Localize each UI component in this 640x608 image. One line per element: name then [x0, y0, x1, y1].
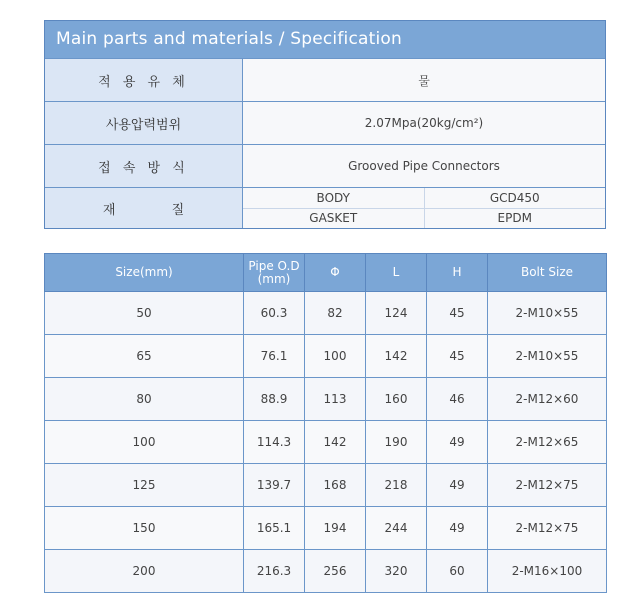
cell-l: 218 — [366, 464, 427, 507]
cell-phi: 194 — [305, 507, 366, 550]
spec-label-connection: 접 속 방 식 — [45, 145, 243, 187]
spec-row-fluid — [45, 58, 605, 101]
size-table-body — [45, 292, 607, 593]
spec-value-fluid: 물 — [243, 59, 605, 101]
cell-pipe-od: 139.7 — [244, 464, 305, 507]
col-header-size: Size(mm) — [45, 254, 244, 292]
material-row-body — [243, 188, 605, 208]
cell-phi: 100 — [305, 335, 366, 378]
spec-value-connection: Grooved Pipe Connectors — [243, 145, 605, 187]
col-header-h: H — [427, 254, 488, 292]
cell-l: 244 — [366, 507, 427, 550]
cell-h: 49 — [427, 421, 488, 464]
cell-pipe-od: 88.9 — [244, 378, 305, 421]
cell-bolt-size: 2-M12×60 — [488, 378, 607, 421]
cell-size: 150 — [45, 507, 244, 550]
cell-l: 160 — [366, 378, 427, 421]
specification-table — [44, 20, 606, 229]
spec-label-pressure: 사용압력범위 — [45, 102, 243, 144]
cell-size: 125 — [45, 464, 244, 507]
table-row — [45, 507, 607, 550]
cell-pipe-od: 76.1 — [244, 335, 305, 378]
cell-bolt-size: 2-M10×55 — [488, 292, 607, 335]
cell-phi: 142 — [305, 421, 366, 464]
cell-size: 100 — [45, 421, 244, 464]
cell-h: 60 — [427, 550, 488, 593]
table-row — [45, 550, 607, 593]
material-value: EPDM — [424, 209, 606, 229]
cell-phi: 256 — [305, 550, 366, 593]
cell-bolt-size: 2-M10×55 — [488, 335, 607, 378]
cell-l: 320 — [366, 550, 427, 593]
material-part: BODY — [316, 190, 350, 205]
size-table — [44, 253, 607, 593]
material-value: GCD450 — [424, 188, 606, 208]
cell-pipe-od: 165.1 — [244, 507, 305, 550]
col-header-pipe-od: Pipe O.D (mm) — [244, 254, 305, 292]
cell-h: 49 — [427, 507, 488, 550]
spec-row-pressure — [45, 101, 605, 144]
material-part: GASKET — [309, 211, 358, 226]
cell-size: 50 — [45, 292, 244, 335]
cell-bolt-size: 2-M12×75 — [488, 507, 607, 550]
cell-pipe-od: 216.3 — [244, 550, 305, 593]
spec-row-material — [45, 187, 605, 228]
spec-label-fluid: 적 용 유 체 — [45, 59, 243, 101]
spec-label-material: 재 질 — [45, 188, 243, 228]
cell-l: 142 — [366, 335, 427, 378]
table-row — [45, 292, 607, 335]
cell-l: 190 — [366, 421, 427, 464]
cell-h: 49 — [427, 464, 488, 507]
material-grid — [243, 188, 605, 228]
cell-pipe-od: 114.3 — [244, 421, 305, 464]
cell-size: 80 — [45, 378, 244, 421]
cell-bolt-size: 2-M12×75 — [488, 464, 607, 507]
cell-phi: 168 — [305, 464, 366, 507]
spec-title: Main parts and materials / Specification — [45, 21, 605, 58]
cell-pipe-od: 60.3 — [244, 292, 305, 335]
cell-bolt-size: 2-M12×65 — [488, 421, 607, 464]
col-header-bolt-size: Bolt Size — [488, 254, 607, 292]
material-row-gasket — [243, 208, 605, 229]
cell-phi: 113 — [305, 378, 366, 421]
cell-phi: 82 — [305, 292, 366, 335]
cell-h: 45 — [427, 335, 488, 378]
cell-size: 65 — [45, 335, 244, 378]
table-row — [45, 464, 607, 507]
table-row — [45, 335, 607, 378]
table-row — [45, 378, 607, 421]
spec-value-pressure: 2.07Mpa(20kg/cm²) — [243, 102, 605, 144]
size-table-header-row — [45, 254, 607, 292]
cell-h: 45 — [427, 292, 488, 335]
col-header-l: L — [366, 254, 427, 292]
cell-size: 200 — [45, 550, 244, 593]
spec-row-connection — [45, 144, 605, 187]
cell-bolt-size: 2-M16×100 — [488, 550, 607, 593]
cell-h: 46 — [427, 378, 488, 421]
col-header-phi: Φ — [305, 254, 366, 292]
cell-l: 124 — [366, 292, 427, 335]
table-row — [45, 421, 607, 464]
